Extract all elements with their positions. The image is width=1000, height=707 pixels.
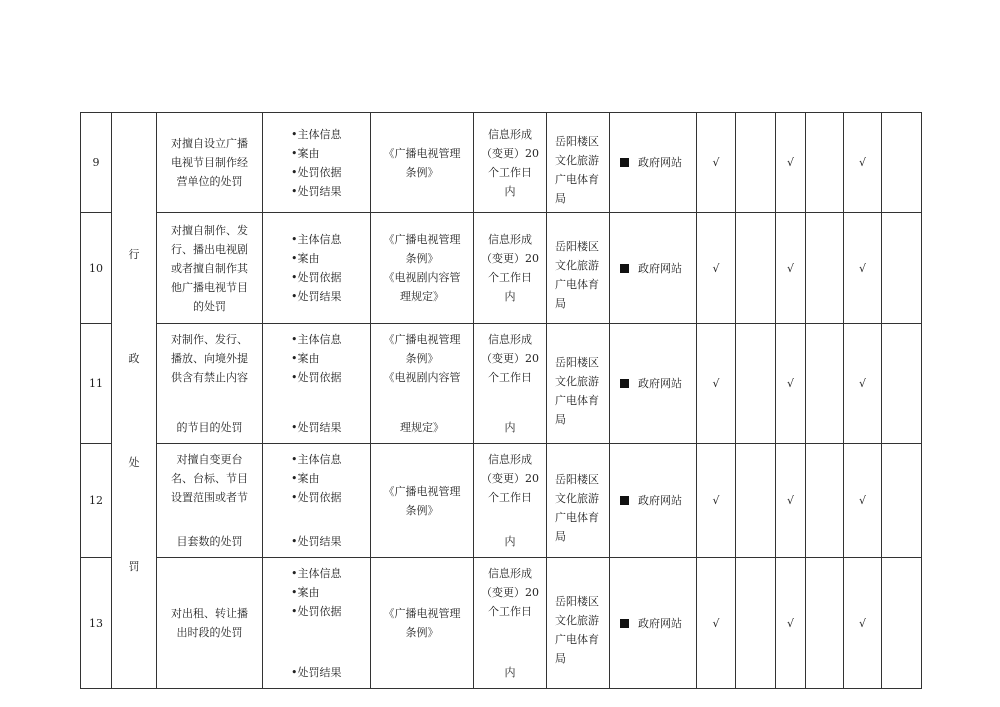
responsible-department bbox=[547, 324, 610, 444]
legal-basis-line: 理规定》 bbox=[400, 290, 444, 303]
table-row bbox=[81, 113, 922, 213]
row-number: 9 bbox=[81, 113, 112, 213]
department-line: 岳阳楼区 bbox=[555, 240, 599, 253]
disclosure-element-tail bbox=[291, 418, 370, 437]
empty-cell bbox=[736, 324, 776, 444]
filled-square-icon bbox=[620, 264, 629, 273]
penalty-item-line: 名、台标、节目 bbox=[171, 472, 248, 485]
row-number: 10 bbox=[81, 213, 112, 324]
disclosure-element-line: •处罚结果 bbox=[291, 535, 342, 548]
time-limit-block bbox=[474, 558, 546, 688]
disclosure-element-line: •处罚依据 bbox=[291, 371, 342, 384]
time-limit-line: 个工作日 bbox=[488, 605, 532, 618]
channel-label: 政府网站 bbox=[638, 616, 682, 630]
channel-label: 政府网站 bbox=[638, 377, 682, 390]
penalty-item-line: 营单位的处罚 bbox=[176, 175, 243, 188]
disclosure-element-tail bbox=[291, 663, 370, 682]
disclosure-element-line: •主体信息 bbox=[291, 453, 342, 466]
disclosure-elements bbox=[263, 213, 371, 324]
penalty-item-line: 电视节目制作经 bbox=[171, 156, 248, 169]
filled-square-icon bbox=[620, 619, 629, 628]
penalty-item-block bbox=[161, 444, 258, 557]
time-limit-block bbox=[474, 324, 546, 443]
time-limit-line: 内 bbox=[504, 535, 516, 548]
penalty-item-line: 目套数的处罚 bbox=[176, 535, 243, 548]
penalty-item bbox=[157, 213, 263, 324]
responsible-department bbox=[547, 444, 610, 558]
check-mark-cell: √ bbox=[697, 324, 736, 444]
department-line: 文化旅游 bbox=[555, 491, 599, 505]
penalty-item-line: 对出租、转让播 bbox=[171, 607, 248, 620]
time-limit-line: 信息形成 bbox=[488, 333, 532, 346]
legal-basis-line: 《广播电视管理 bbox=[383, 484, 461, 498]
penalty-item-block bbox=[161, 324, 258, 443]
department-name bbox=[555, 339, 609, 429]
filled-square-icon bbox=[620, 496, 629, 505]
department-line: 广电体育 bbox=[555, 278, 599, 291]
row-number: 13 bbox=[81, 558, 112, 689]
time-limit bbox=[474, 324, 547, 444]
disclosure-element-line: •处罚结果 bbox=[291, 290, 342, 303]
check-mark-cell: √ bbox=[697, 444, 736, 558]
time-limit-line: 信息形成 bbox=[488, 567, 532, 580]
disclosure-element-line: •处罚依据 bbox=[291, 491, 342, 504]
table-row bbox=[81, 558, 922, 689]
department-line: 局 bbox=[555, 191, 566, 205]
legal-basis-line: 《电视剧内容管 bbox=[383, 371, 461, 384]
channel-label: 政府网站 bbox=[638, 494, 682, 507]
time-limit bbox=[474, 113, 547, 213]
empty-cell bbox=[806, 213, 844, 324]
legal-basis-line: 《广播电视管理 bbox=[383, 333, 461, 346]
time-limit bbox=[474, 558, 547, 689]
disclosure-element-line: •处罚结果 bbox=[291, 421, 342, 434]
time-limit-line: （变更）20 bbox=[481, 472, 539, 485]
time-limit-line: 个工作日 bbox=[488, 165, 532, 179]
category-char: 行 bbox=[128, 247, 140, 261]
responsible-department bbox=[547, 113, 610, 213]
empty-cell bbox=[806, 558, 844, 689]
category-cell bbox=[112, 113, 157, 689]
time-limit-line: 信息形成 bbox=[488, 453, 532, 466]
penalty-item-line: 出时段的处罚 bbox=[176, 626, 243, 639]
check-mark-cell: √ bbox=[844, 444, 882, 558]
row-number: 12 bbox=[81, 444, 112, 558]
legal-basis-line: 《广播电视管理 bbox=[383, 607, 461, 620]
table-row bbox=[81, 213, 922, 324]
time-limit-line: （变更）20 bbox=[481, 352, 539, 365]
check-mark-cell: √ bbox=[697, 113, 736, 213]
channel-label: 政府网站 bbox=[638, 156, 682, 169]
filled-square-icon bbox=[620, 158, 629, 167]
check-mark-cell: √ bbox=[776, 558, 806, 689]
penalty-item bbox=[157, 444, 263, 558]
category-char: 罚 bbox=[128, 559, 140, 573]
disclosure-element-line: •主体信息 bbox=[291, 567, 342, 580]
time-limit-top bbox=[474, 564, 546, 621]
department-line: 文化旅游 bbox=[555, 374, 599, 388]
check-mark-cell: √ bbox=[776, 113, 806, 213]
penalty-item-line: 的节目的处罚 bbox=[176, 421, 243, 434]
time-limit-line: 信息形成 bbox=[488, 233, 532, 246]
penalty-item-line: 行、播出电视剧 bbox=[171, 242, 248, 256]
disclosure-element-line: •案由 bbox=[291, 352, 320, 365]
disclosure-element-line: •主体信息 bbox=[291, 333, 342, 346]
check-mark-cell: √ bbox=[844, 558, 882, 689]
department-line: 广电体育 bbox=[555, 633, 599, 646]
department-name bbox=[555, 578, 609, 668]
check-mark-cell: √ bbox=[844, 113, 882, 213]
table-row bbox=[81, 444, 922, 558]
department-line: 局 bbox=[555, 529, 566, 543]
penalty-item-tail bbox=[161, 418, 258, 437]
legal-basis-line: 条例》 bbox=[405, 626, 439, 639]
legal-basis-block bbox=[371, 324, 473, 443]
time-limit-line: 个工作日 bbox=[488, 491, 532, 504]
legal-basis bbox=[371, 324, 474, 444]
time-limit-line: 信息形成 bbox=[488, 127, 532, 141]
penalty-item-line: 对擅自设立广播 bbox=[171, 137, 248, 150]
disclosure-element-line: •处罚依据 bbox=[291, 165, 342, 179]
legal-basis bbox=[371, 558, 474, 689]
time-limit-line: 内 bbox=[504, 184, 516, 198]
penalty-item-line: 或者擅自制作其 bbox=[171, 261, 248, 275]
penalty-disclosure-table bbox=[80, 112, 922, 689]
empty-cell bbox=[882, 444, 922, 558]
legal-basis-top bbox=[371, 330, 473, 387]
time-limit-line: （变更）20 bbox=[481, 586, 539, 599]
category-label bbox=[112, 141, 156, 661]
legal-basis-line: 《广播电视管理 bbox=[383, 233, 461, 246]
disclosure-element-top bbox=[291, 330, 370, 387]
disclosure-element-block bbox=[291, 444, 370, 557]
disclosure-element-line: •主体信息 bbox=[291, 127, 342, 141]
time-limit-line: 个工作日 bbox=[488, 371, 532, 384]
penalty-item-line: 设置范围或者节 bbox=[171, 491, 248, 504]
empty-cell bbox=[882, 324, 922, 444]
filled-square-icon bbox=[620, 379, 629, 388]
time-limit-line: 内 bbox=[504, 290, 516, 303]
department-line: 广电体育 bbox=[555, 393, 599, 407]
check-mark-cell: √ bbox=[776, 324, 806, 444]
disclosure-element-line: •主体信息 bbox=[291, 233, 342, 246]
disclosure-element-line: •案由 bbox=[291, 472, 320, 485]
penalty-item-line: 对制作、发行、 bbox=[171, 333, 248, 346]
disclosure-element-top bbox=[291, 450, 370, 507]
legal-basis-line: 条例》 bbox=[405, 352, 439, 365]
disclosure-channel bbox=[610, 113, 697, 213]
disclosure-element-tail bbox=[291, 532, 370, 551]
disclosure-element-line: •处罚结果 bbox=[291, 666, 342, 679]
disclosure-element-line: •处罚依据 bbox=[291, 605, 342, 618]
check-mark-cell: √ bbox=[697, 558, 736, 689]
penalty-item-tail bbox=[161, 532, 258, 551]
legal-basis-tail bbox=[371, 418, 473, 437]
department-line: 岳阳楼区 bbox=[555, 595, 599, 608]
department-name bbox=[555, 118, 609, 208]
disclosure-elements bbox=[263, 324, 371, 444]
channel-label: 政府网站 bbox=[638, 261, 682, 275]
penalty-item-line: 对擅自变更台 bbox=[176, 453, 243, 466]
time-limit-line: 内 bbox=[504, 666, 516, 679]
category-char: 处 bbox=[128, 455, 140, 469]
department-name bbox=[555, 223, 609, 313]
disclosure-element-line: •案由 bbox=[291, 146, 320, 160]
disclosure-element-line: •处罚依据 bbox=[291, 271, 342, 284]
check-mark-cell: √ bbox=[776, 213, 806, 324]
legal-basis-line: 《电视剧内容管 bbox=[383, 271, 461, 284]
category-char: 政 bbox=[128, 351, 140, 365]
empty-cell bbox=[882, 558, 922, 689]
penalty-item bbox=[157, 324, 263, 444]
disclosure-element-top bbox=[291, 564, 370, 621]
penalty-item bbox=[157, 113, 263, 213]
legal-basis-line: 条例》 bbox=[405, 503, 439, 517]
row-number: 11 bbox=[81, 324, 112, 444]
department-line: 广电体育 bbox=[555, 510, 599, 524]
check-mark-cell: √ bbox=[844, 213, 882, 324]
table-row bbox=[81, 324, 922, 444]
department-line: 局 bbox=[555, 297, 566, 310]
time-limit-line: 内 bbox=[504, 421, 516, 434]
check-mark-cell: √ bbox=[776, 444, 806, 558]
empty-cell bbox=[806, 444, 844, 558]
check-mark-cell: √ bbox=[844, 324, 882, 444]
empty-cell bbox=[736, 444, 776, 558]
department-line: 文化旅游 bbox=[555, 614, 599, 627]
department-line: 文化旅游 bbox=[555, 259, 599, 272]
disclosure-element-line: •案由 bbox=[291, 586, 320, 599]
time-limit-block bbox=[474, 444, 546, 557]
time-limit-top bbox=[474, 450, 546, 507]
disclosure-channel bbox=[610, 558, 697, 689]
time-limit-top bbox=[474, 330, 546, 387]
legal-basis-line: 条例》 bbox=[405, 165, 439, 179]
penalty-item-line: 对擅自制作、发 bbox=[171, 223, 248, 237]
penalty-item-line: 的处罚 bbox=[193, 299, 226, 313]
empty-cell bbox=[736, 113, 776, 213]
penalty-item-top bbox=[161, 450, 258, 507]
disclosure-element-line: •案由 bbox=[291, 252, 320, 265]
department-line: 文化旅游 bbox=[555, 153, 599, 167]
penalty-item-line: 供含有禁止内容 bbox=[171, 371, 248, 384]
penalty-item-line: 播放、向境外提 bbox=[171, 352, 248, 365]
department-line: 岳阳楼区 bbox=[555, 472, 599, 486]
empty-cell bbox=[882, 213, 922, 324]
empty-cell bbox=[736, 213, 776, 324]
empty-cell bbox=[806, 324, 844, 444]
time-limit bbox=[474, 213, 547, 324]
department-line: 广电体育 bbox=[555, 172, 599, 186]
time-limit-line: 个工作日 bbox=[488, 271, 532, 284]
penalty-item bbox=[157, 558, 263, 689]
department-name bbox=[555, 456, 609, 546]
empty-cell bbox=[806, 113, 844, 213]
disclosure-channel bbox=[610, 324, 697, 444]
legal-basis bbox=[371, 213, 474, 324]
time-limit-line: （变更）20 bbox=[481, 252, 539, 265]
department-line: 岳阳楼区 bbox=[555, 355, 599, 369]
disclosure-elements bbox=[263, 558, 371, 689]
disclosure-channel bbox=[610, 213, 697, 324]
legal-basis-line: 理规定》 bbox=[400, 421, 444, 434]
time-limit-tail bbox=[474, 532, 546, 551]
disclosure-channel bbox=[610, 444, 697, 558]
empty-cell bbox=[736, 558, 776, 689]
legal-basis-line: 条例》 bbox=[405, 252, 439, 265]
time-limit-line: （变更）20 bbox=[481, 146, 539, 160]
responsible-department bbox=[547, 558, 610, 689]
penalty-item-top bbox=[161, 330, 258, 387]
check-mark-cell: √ bbox=[697, 213, 736, 324]
empty-cell bbox=[882, 113, 922, 213]
disclosure-element-block bbox=[291, 324, 370, 443]
legal-basis bbox=[371, 113, 474, 213]
department-line: 局 bbox=[555, 652, 566, 665]
department-line: 岳阳楼区 bbox=[555, 134, 599, 148]
disclosure-element-block bbox=[291, 558, 370, 688]
time-limit-tail bbox=[474, 418, 546, 437]
time-limit bbox=[474, 444, 547, 558]
penalty-item-line: 他广播电视节目 bbox=[171, 280, 248, 294]
disclosure-elements bbox=[263, 113, 371, 213]
disclosure-element-line: •处罚结果 bbox=[291, 184, 342, 198]
department-line: 局 bbox=[555, 412, 566, 426]
time-limit-tail bbox=[474, 663, 546, 682]
legal-basis-line: 《广播电视管理 bbox=[383, 146, 461, 160]
legal-basis bbox=[371, 444, 474, 558]
disclosure-elements bbox=[263, 444, 371, 558]
responsible-department bbox=[547, 213, 610, 324]
